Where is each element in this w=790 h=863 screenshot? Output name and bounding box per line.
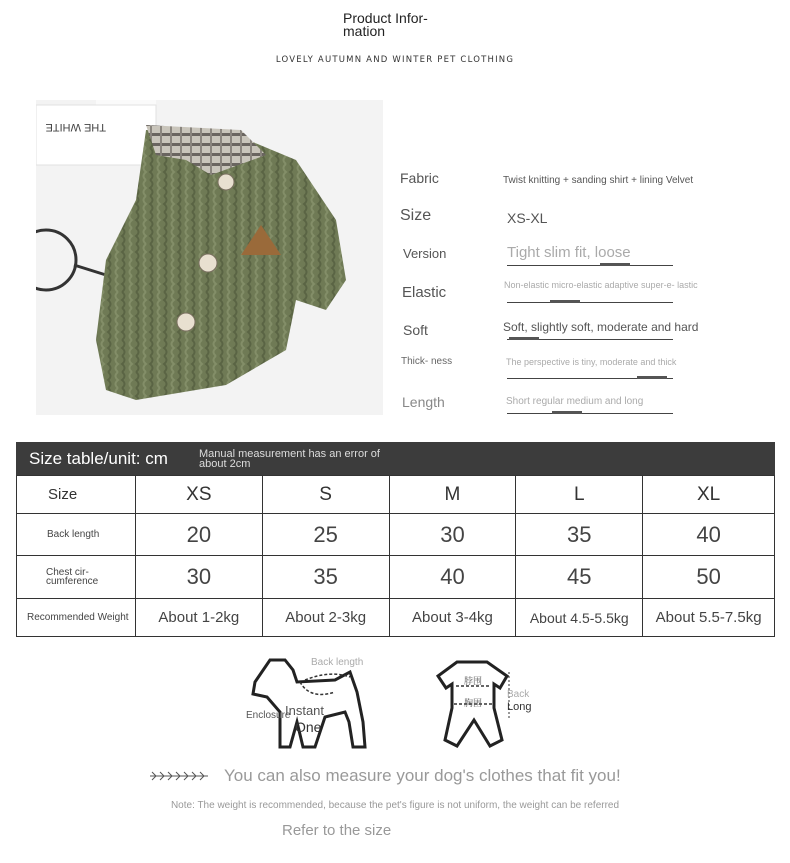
version-marker xyxy=(600,263,630,266)
table-cell: 30 xyxy=(389,514,516,556)
length-marker xyxy=(552,411,582,414)
table-cell: About 1-2kg xyxy=(135,599,262,637)
size-value: XS-XL xyxy=(507,210,548,226)
table-header-cell: XL xyxy=(643,476,775,514)
fabric-value: Twist knitting + sanding shirt + lining Velvet xyxy=(503,175,694,186)
weight-note: Note: The weight is recommended, because the pet's figure is not uniform, the weight can be referred xyxy=(170,800,620,811)
long-label: Long xyxy=(507,701,532,713)
table-cell: 30 xyxy=(135,556,262,599)
instant-label: Instant xyxy=(285,703,325,718)
book-text: THE WHITE xyxy=(45,121,106,133)
version-label: Version xyxy=(403,246,447,261)
elastic-marker xyxy=(550,300,580,303)
size-table-note: Manual measurement has an error of about 2cm xyxy=(199,448,380,470)
table-header-cell: M xyxy=(389,476,516,514)
thickness-marker xyxy=(637,376,667,379)
enclosure-label: Enclosure xyxy=(246,710,291,721)
elastic-scale xyxy=(507,302,673,303)
table-cell: About 2-3kg xyxy=(262,599,389,637)
soft-marker xyxy=(509,337,539,340)
version-value: Tight slim fit, loose xyxy=(507,244,631,261)
table-cell: About 5.5-7.5kg xyxy=(643,599,775,637)
table-header-cell: L xyxy=(516,476,643,514)
length-label: Length xyxy=(402,394,445,410)
size-table xyxy=(16,475,775,637)
row-label: Back length xyxy=(17,514,136,556)
thickness-label: Thick- ness xyxy=(401,356,453,367)
table-row xyxy=(17,556,775,599)
elastic-label: Elastic xyxy=(402,284,447,301)
length-value: Short regular medium and long xyxy=(506,396,644,407)
version-scale xyxy=(507,265,673,266)
row-label: Recommended Weight xyxy=(17,599,136,637)
product-photo xyxy=(36,100,383,415)
info-row-length xyxy=(400,394,720,416)
table-cell: 25 xyxy=(262,514,389,556)
size-table-header xyxy=(16,442,775,475)
info-row-size xyxy=(400,207,720,229)
elastic-value: Non-elastic micro-elastic adaptive super-e- lastic xyxy=(504,280,698,290)
table-cell: 35 xyxy=(516,514,643,556)
table-row xyxy=(17,599,775,637)
refer-text: Refer to the size xyxy=(282,822,392,839)
info-row-thickness xyxy=(400,356,720,380)
info-row-soft xyxy=(400,320,720,342)
table-cell: 20 xyxy=(135,514,262,556)
arrows-icon xyxy=(150,769,210,788)
soft-value: Soft, slightly soft, moderate and hard xyxy=(503,320,699,334)
back-label: Back xyxy=(507,689,530,700)
one-label: One xyxy=(295,719,322,735)
table-header-cell: S xyxy=(262,476,389,514)
table-cell: About 4.5-5.5kg xyxy=(516,599,643,637)
row-label: Chest cir- cumference xyxy=(17,556,136,599)
chest-label: 胸围 xyxy=(464,698,483,708)
neck-label: 脖围 xyxy=(464,676,483,686)
table-header-cell: Size xyxy=(17,476,136,514)
size-table-title: Size table/unit: cm xyxy=(29,449,168,468)
dog-diagram xyxy=(245,652,375,752)
info-row-version xyxy=(400,244,720,268)
page-subtitle: LOVELY AUTUMN AND WINTER PET CLOTHING xyxy=(275,55,515,65)
size-label: Size xyxy=(400,207,432,224)
table-cell: 35 xyxy=(262,556,389,599)
table-cell: 40 xyxy=(643,514,775,556)
info-row-fabric xyxy=(400,170,720,190)
table-header-cell: XS xyxy=(135,476,262,514)
measure-tagline: You can also measure your dog's clothes that fit you! xyxy=(224,766,621,785)
back-length-label: Back length xyxy=(311,657,364,668)
info-row-elastic xyxy=(400,280,720,306)
soft-label: Soft xyxy=(403,322,428,338)
table-cell: 50 xyxy=(643,556,775,599)
table-cell: About 3-4kg xyxy=(389,599,516,637)
thickness-value: The perspective is tiny, moderate and thick xyxy=(506,357,677,367)
length-scale xyxy=(507,413,673,414)
garment-diagram xyxy=(432,658,542,750)
table-row xyxy=(17,514,775,556)
fabric-label: Fabric xyxy=(400,170,439,186)
table-cell: 40 xyxy=(389,556,516,599)
page-title: Product Infor- mation xyxy=(343,10,428,39)
green-knit-sweater-icon xyxy=(36,100,383,415)
table-header-row xyxy=(17,476,775,514)
table-cell: 45 xyxy=(516,556,643,599)
